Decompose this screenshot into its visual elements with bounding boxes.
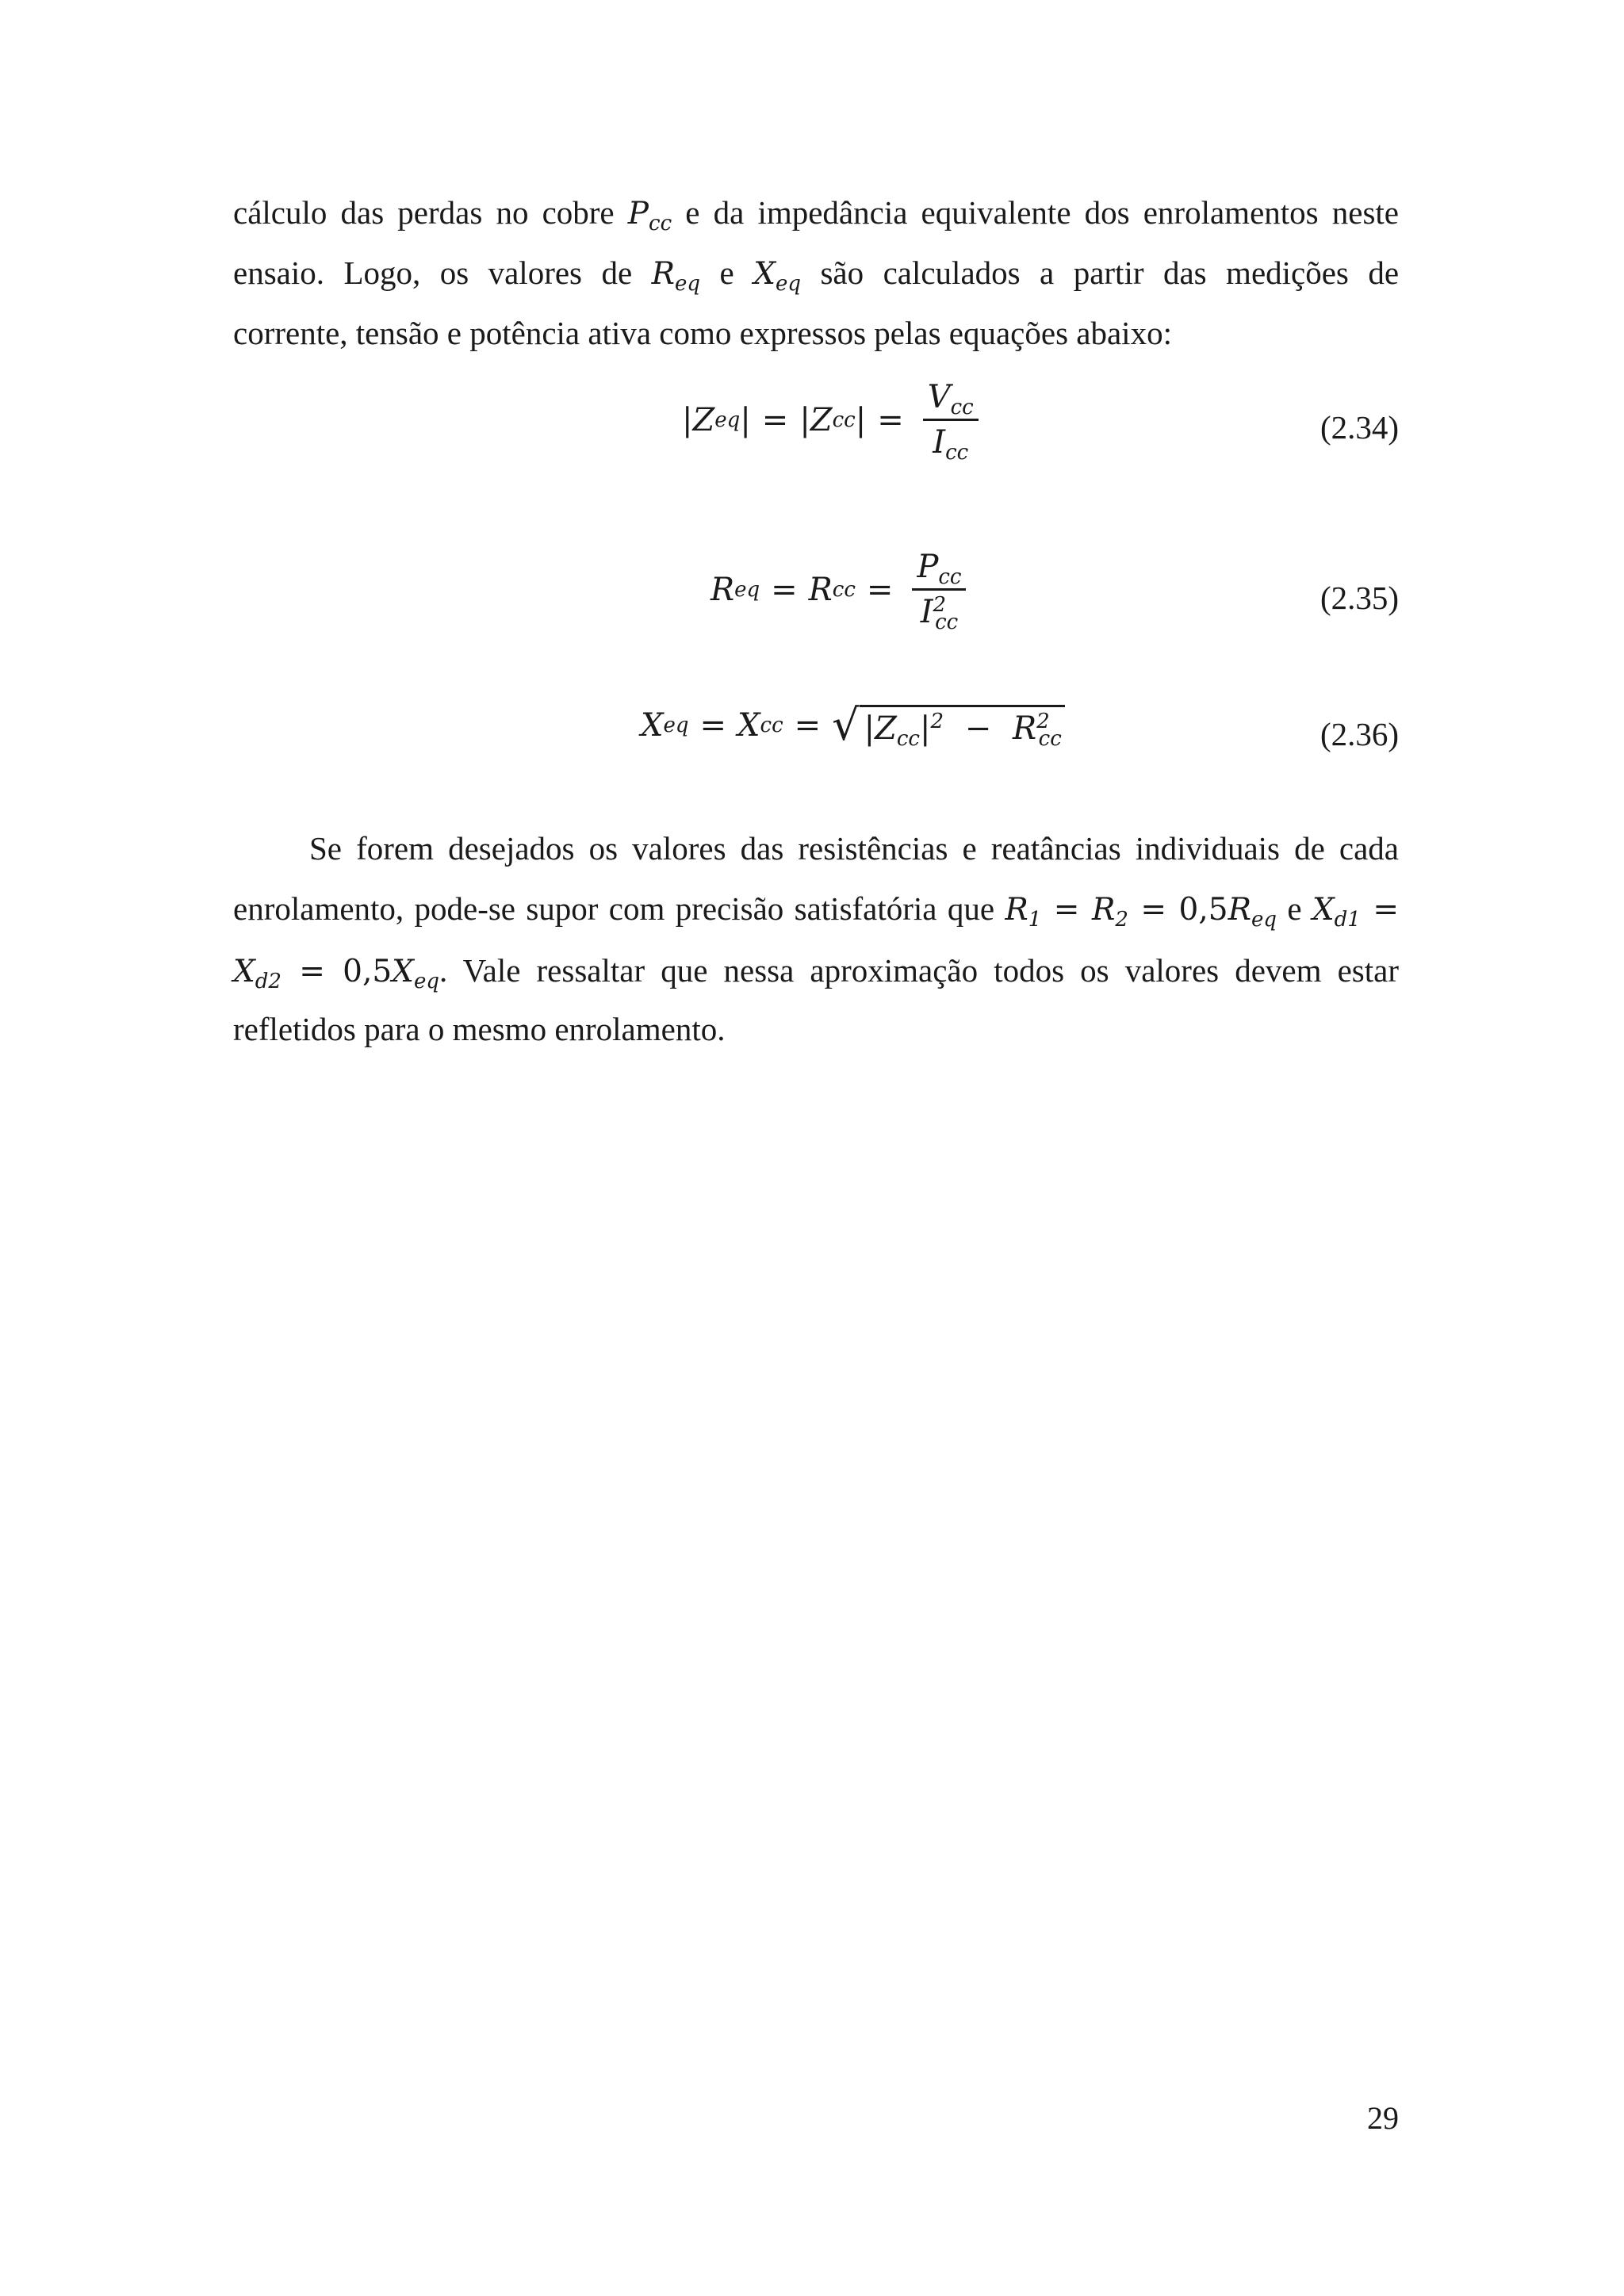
text: Se forem desejados os valores das resistências e reatâncias individuais de cada [309,830,1399,867]
square-root: √ $|Z_{cc}|^2 - R^2_{cc}$ [832,704,1065,747]
text: e da impedância equivalente dos enrolamentos neste [685,194,1399,231]
page-number: 29 [1367,2100,1399,2136]
paragraph-2-line-3 [233,950,1399,993]
text: . Vale ressaltar que nessa aproximação todos os valores devem estar [439,952,1399,989]
paragraph-1-line-3 [233,312,1399,354]
math-xd1: $X_{d1}$ = [1312,892,1399,932]
symbol-pcc: $P_{cc}$ [627,196,672,235]
text: ensaio. Logo, os valores de [233,254,633,291]
paragraph-2-line-2 [233,888,1399,931]
text: enrolamento, pode-se supor com precisão satisfatória que [233,890,995,927]
text: são calculados a partir das medições de [820,254,1400,291]
paragraph-2-line-1 [309,828,1399,869]
paragraph-1-line-2 [233,252,1399,295]
equation-number: (2.35) [1320,580,1399,616]
text: e [1287,890,1302,927]
equation-number: (2.34) [1320,409,1399,446]
symbol-xeq: $X_{eq}$ [753,256,801,296]
equation-2-36: X eq = X cc = √ $|Z_{cc}|^2 - R^2_{cc}$ [641,704,1065,747]
paragraph-2-line-4 [233,1008,1399,1050]
text: e [719,254,734,291]
fraction: $\frac{V_{cc}}{I_{cc}}$ [923,379,979,461]
paragraph-1-line-1 [233,192,1399,235]
text: refletidos para o mesmo enrolamento. [233,1011,726,1047]
equation-2-34: | Z eq | = | Z cc | = $\frac{V_{cc}}{I_{cc}}$ [682,379,979,461]
equation-2-35: R eq = R cc = $\frac{P_{cc}}{I^2_{cc}}$ [710,549,966,630]
symbol-req: $R_{eq}$ [651,256,701,296]
equation-number: (2.36) [1320,716,1399,752]
math-xd2: $X_{d2} = 0,5X_{eq}$ [233,954,439,993]
math-r1-r2: $R_1 = R_2 = 0,5R_{eq}$ [1005,892,1277,932]
fraction: $\frac{P_{cc}}{I^2_{cc}}$ [912,549,966,630]
text: cálculo das perdas no cobre [233,194,615,231]
text: corrente, tensão e potência ativa como expressos pelas equações abaixo: [233,315,1172,351]
